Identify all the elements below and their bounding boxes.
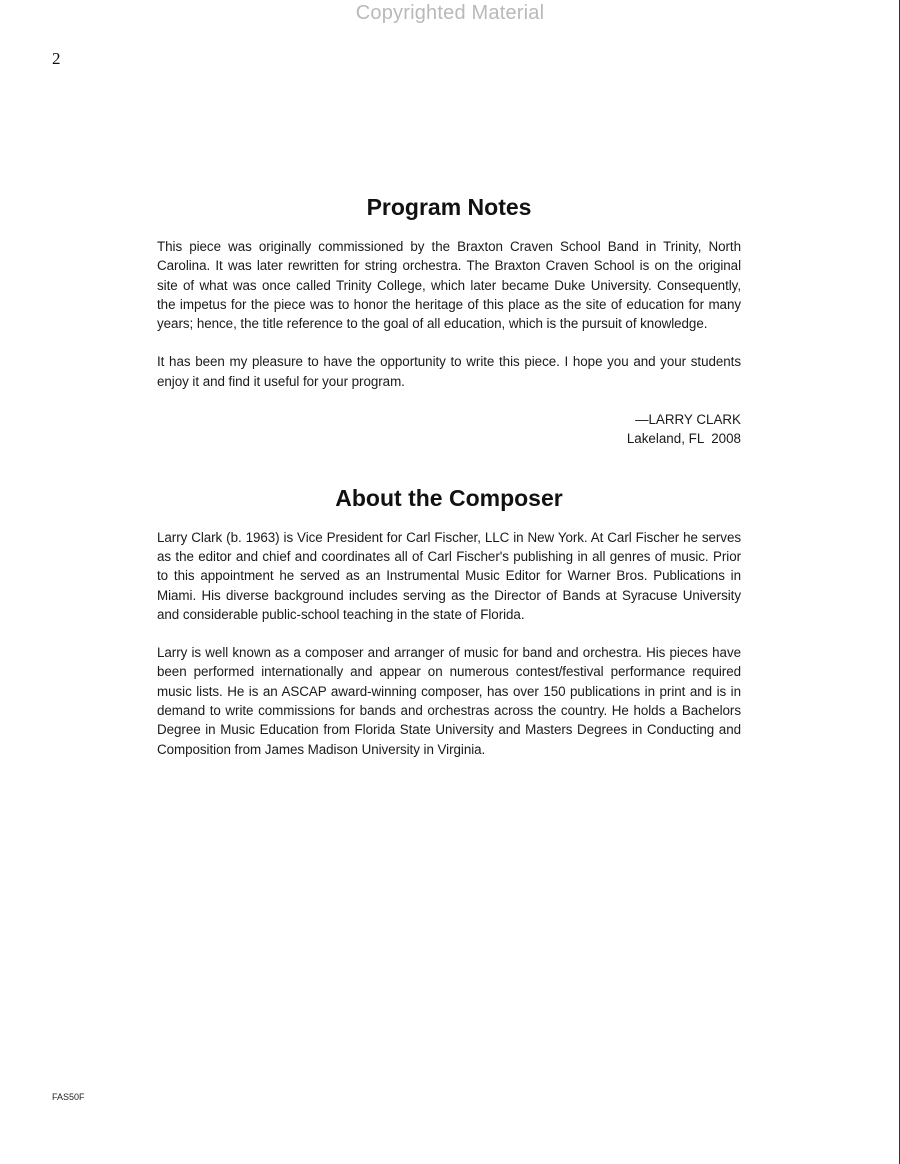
copyright-watermark: Copyrighted Material: [355, 2, 545, 24]
about-composer-paragraph-2: Larry is well known as a composer and arranger of music for band and orchestra. His pieces have been performed internationally and appear on numerous contest/festival performance required music lists. He is an ASCAP award-winning composer, has over 150 publications in print and is in demand to write commissions for bands and orchestras across the country. He holds a Bachelors Degree in Music Education from Florida State University and Masters Degrees in Conducting and Composition from James Madison University in Virginia.: [157, 645, 741, 757]
program-notes-paragraph-1: This piece was originally commissioned by the Braxton Craven School Band in Trinity, North Carolina. It was later rewritten for string orchestra. The Braxton Craven School is on the original site of what was once called Trinity College, which later became Duke University. Consequently, the impetus for the piece was to honor the heritage of this place as the site of education for many years; hence, the title reference to the goal of all education, which is the pursuit of knowledge.: [157, 239, 741, 332]
page-content: [157, 188, 741, 759]
about-composer-paragraph-1: Larry Clark (b. 1963) is Vice President for Carl Fischer, LLC in New York. At Carl Fischer he serves as the editor and chief and coordinates all of Carl Fischer's publishing in all genres of music. Prior to this appointment he served as an Instrumental Music Editor for Warner Bros. Publications in Miami. His diverse background includes serving as the Director of Bands at Syracuse University and considerable public-school teaching in the state of Florida.: [157, 529, 741, 622]
page-number: 2: [52, 49, 61, 68]
signature-place-date: Lakeland, FL 2008: [626, 431, 741, 447]
signature-name: —LARRY CLARK: [635, 412, 741, 428]
program-notes-paragraph-2: It has been my pleasure to have the opportunity to write this piece. I hope you and your students enjoy it and find it useful for your program.: [157, 354, 741, 389]
signature-block: [157, 410, 741, 449]
about-composer-heading: About the Composer: [335, 484, 563, 511]
catalog-code: FAS50F: [52, 1092, 85, 1102]
program-notes-heading: Program Notes: [366, 194, 532, 220]
